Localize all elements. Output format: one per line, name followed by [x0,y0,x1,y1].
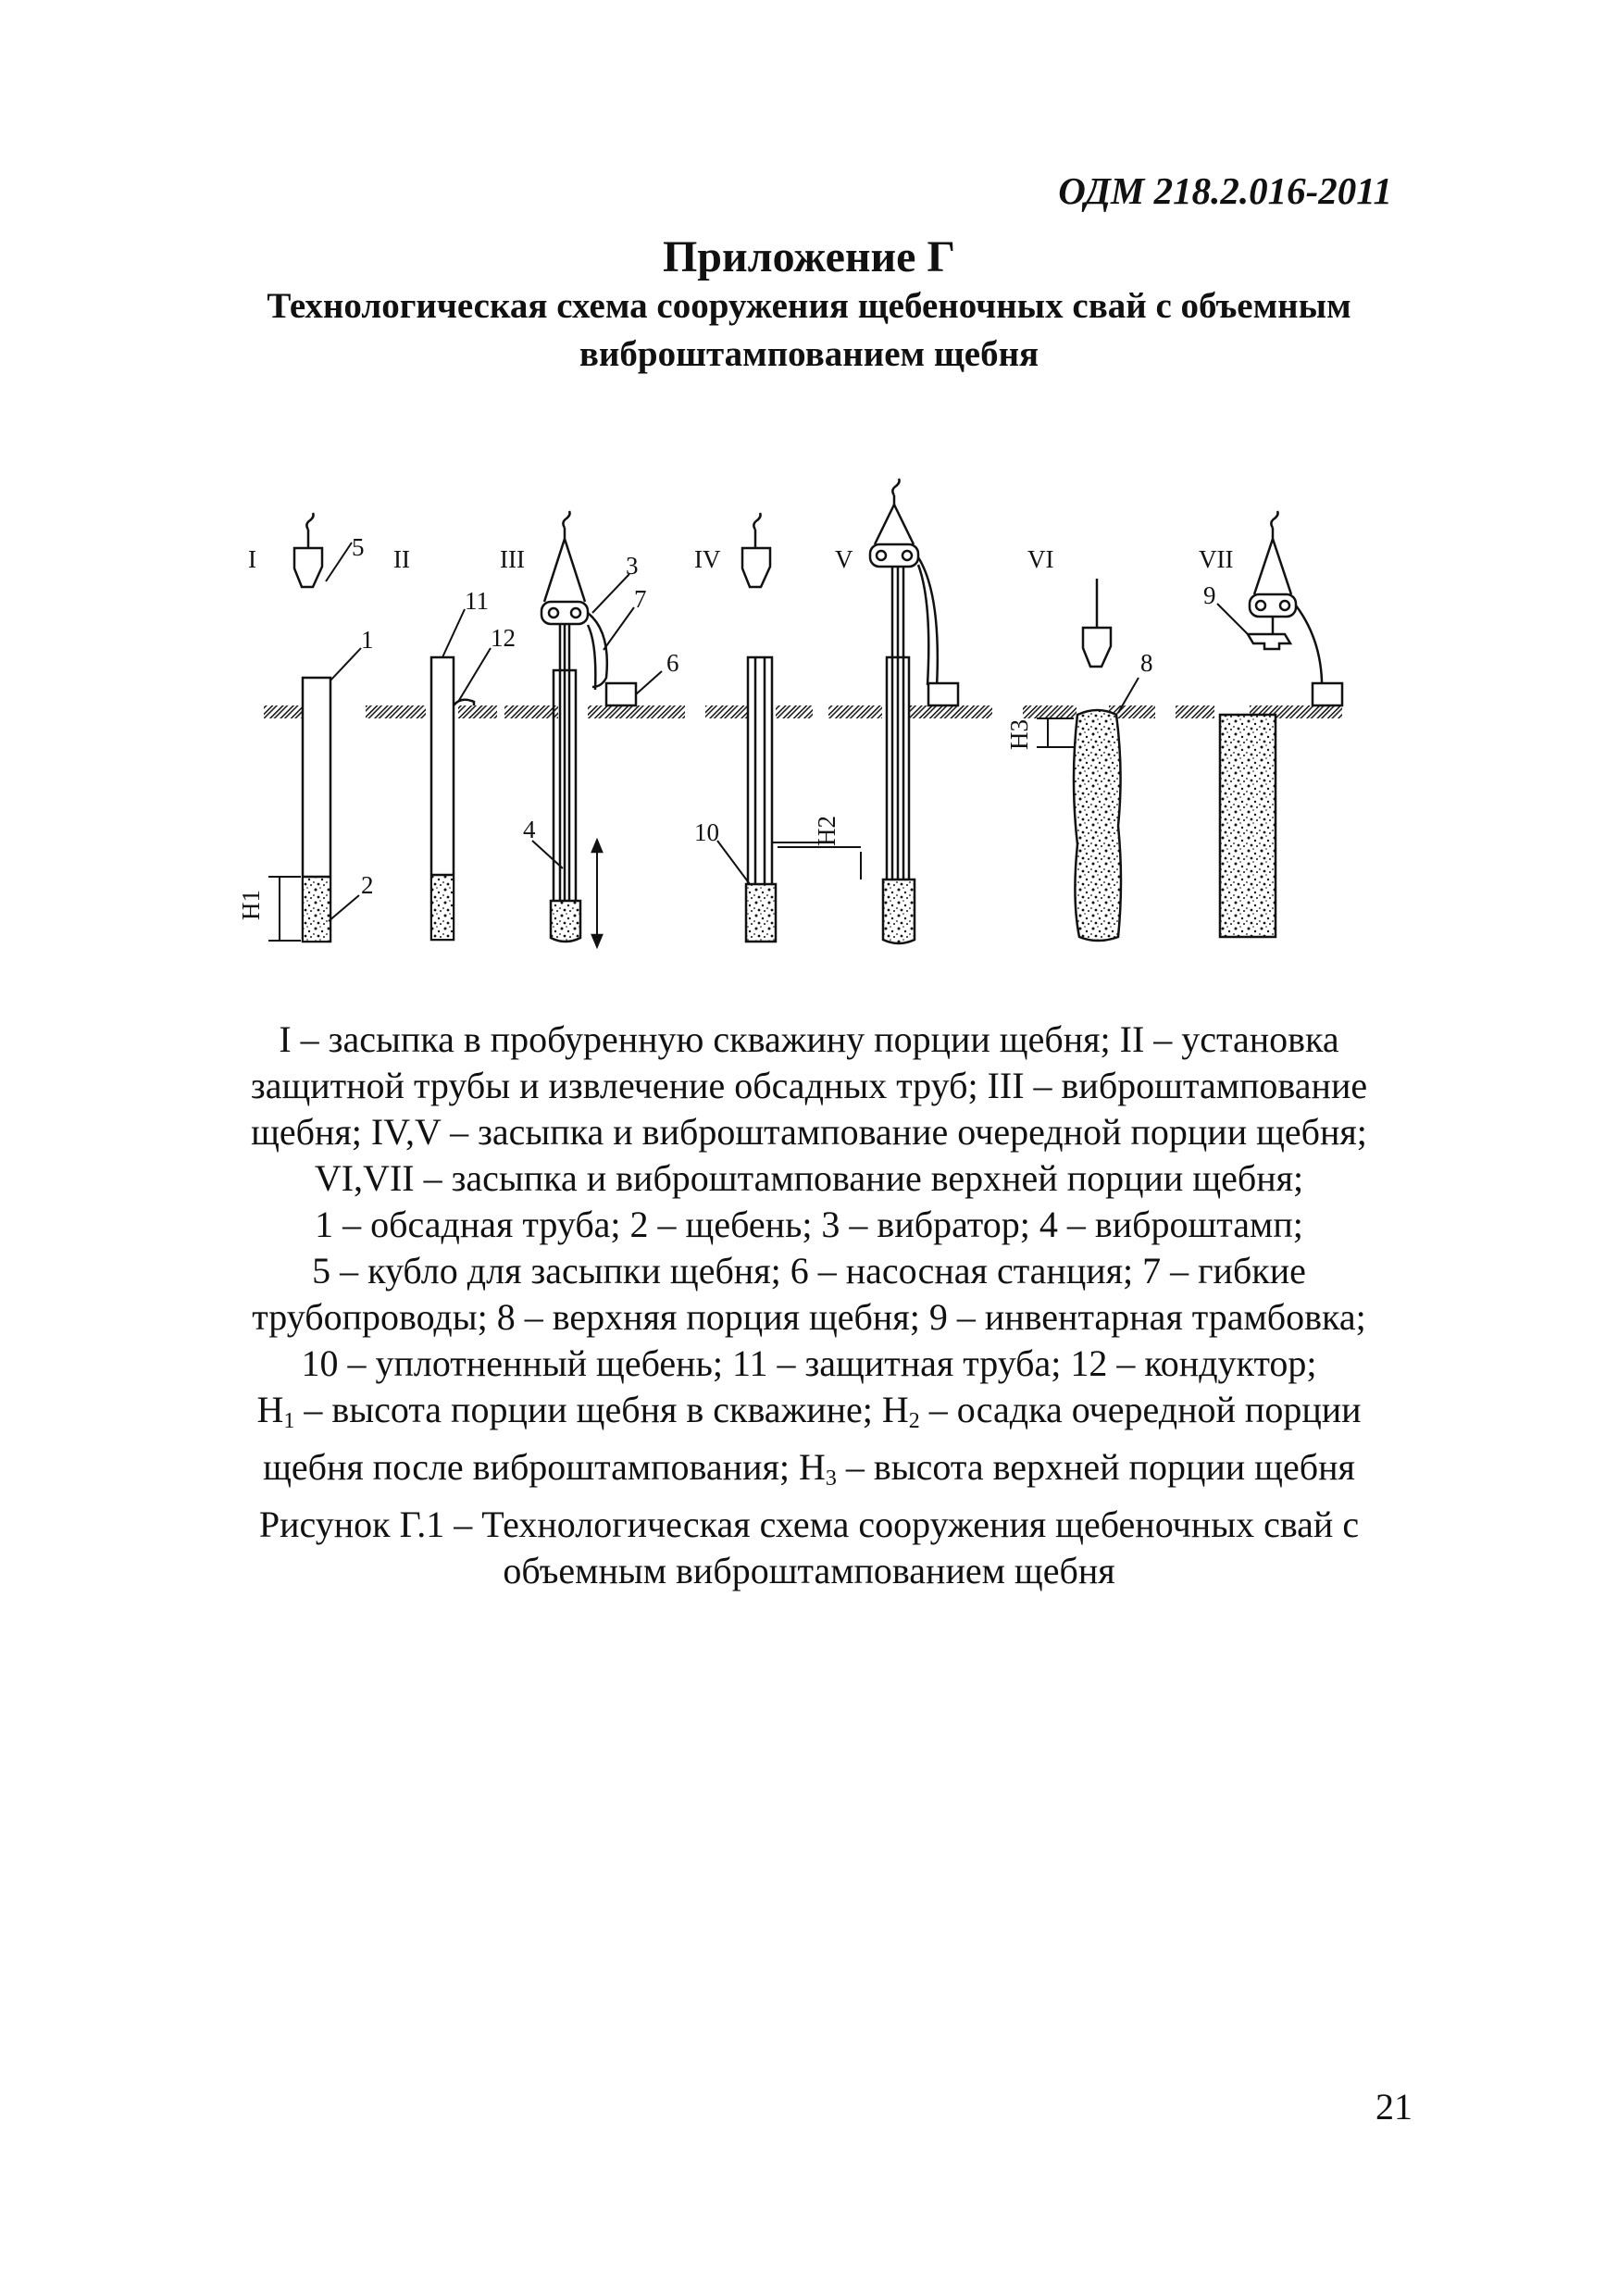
doc-code: ОДМ 218.2.016-2011 [1058,169,1392,212]
subtitle-line: виброштампованием щебня [579,334,1039,374]
stage-7-drawing [1217,511,1342,937]
stage-label-7: VII [1199,545,1234,573]
h-letter: H [256,1389,284,1430]
figure-title-line: Рисунок Г.1 – Технологическая схема сооружения щебеночных свай с [258,1504,1360,1545]
h2-definition-end: щебня после виброштампования; [263,1446,790,1488]
callout-5: 5 [352,533,365,561]
caption-line-h3 [185,1444,1433,1502]
caption-line: VI,VII – засыпка и виброштампование верхней порции щебня; [314,1157,1304,1199]
callout-1: 1 [361,626,374,654]
caption-line: 1 – обсадная труба; 2 – щебень; 3 – вибратор; 4 – виброштамп; [315,1204,1303,1245]
appendix-title: Приложение Г [662,232,956,281]
stage-label-2: II [393,545,410,573]
caption-line: защитной трубы и извлечение обсадных труб; III – виброштампование [250,1065,1368,1106]
callout-4: 4 [523,816,536,843]
stage-label-4: IV [694,545,721,573]
ground-strip-5 [828,705,992,718]
figure-title-line: объемным виброштампованием щебня [503,1550,1115,1591]
h1-definition: – высота порции щебня в скважине; [304,1389,873,1430]
h-sub: 1 [283,1409,295,1433]
stage-6-drawing [1037,579,1139,941]
callout-2: 2 [361,871,374,899]
callout-12: 12 [491,624,516,652]
h-sub: 2 [908,1409,920,1433]
h-sub: 3 [825,1466,837,1491]
stage-2-drawing [431,609,491,940]
dim-h1: H1 [237,890,265,920]
callout-11: 11 [465,587,489,615]
callout-8: 8 [1140,649,1153,677]
stage-label-5: V [835,545,853,573]
appendix-subtitle [185,282,1433,379]
technology-diagram [222,472,1407,954]
callout-7: 7 [634,585,647,613]
callout-10: 10 [694,818,719,846]
h2-definition: – осадка очередной порции [928,1389,1362,1430]
callout-6: 6 [666,649,679,677]
page-number: 21 [1375,2086,1413,2128]
stage-1-drawing [268,513,361,942]
caption-line: трубопроводы; 8 – верхняя порция щебня; 9 – инвентарная трамбовка; [252,1296,1366,1338]
subtitle-line: Технологическая схема сооружения щебеночных свай с объемным [267,286,1351,326]
stage-label-6: VI [1027,545,1054,573]
stage-label-1: I [248,545,256,573]
ground-strip-3 [504,705,685,718]
callout-3: 3 [626,552,639,580]
caption-line: 10 – уплотненный щебень; 11 – защитная труба; 12 – кондуктор; [301,1342,1317,1384]
ground-strip-1 [264,705,414,718]
dim-h3: H3 [1005,719,1033,750]
callout-9: 9 [1203,581,1216,609]
h3-definition: – высота верхней порции щебня [845,1446,1355,1488]
stage-label-3: III [500,545,525,573]
figure-caption [185,1017,1433,1594]
stage-4-drawing [717,513,861,942]
stage-3-drawing [532,511,662,946]
caption-line-h1-h2 [185,1387,1433,1444]
caption-line: 5 – кубло для засыпки щебня; 6 – насосная станция; 7 – гибкие [312,1250,1306,1292]
h-letter: H [881,1389,909,1430]
caption-line: щебня; IV,V – засыпка и виброштампование очередной порции щебня; [251,1111,1367,1153]
h-letter: H [798,1446,826,1488]
caption-line: I – засыпка в пробуренную скважину порции щебня; II – установка [279,1018,1339,1060]
dim-h2: H2 [813,816,840,846]
